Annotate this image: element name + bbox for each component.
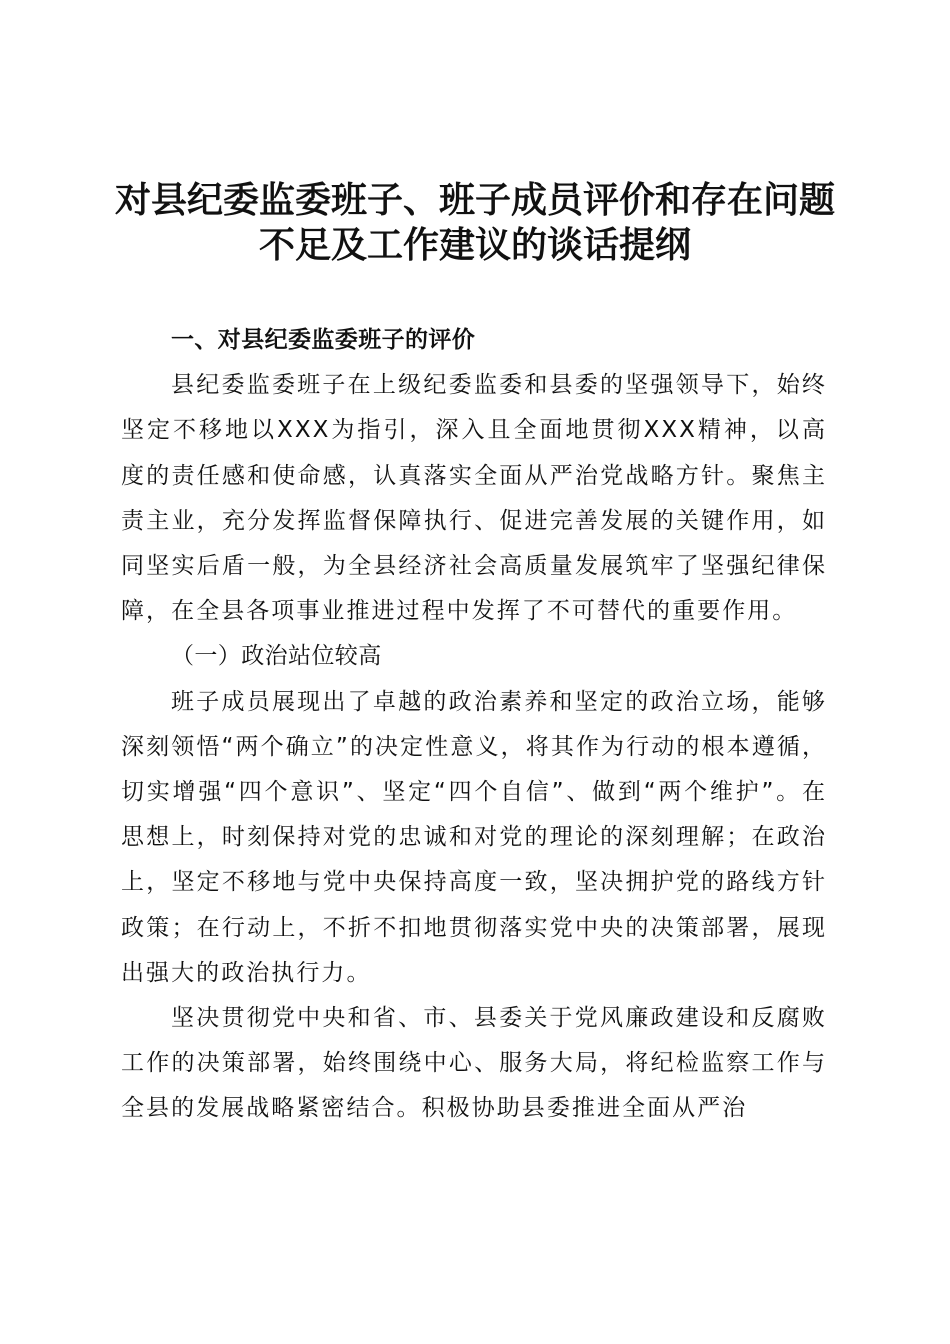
- document-title-line-1: 对县纪委监委班子、班子成员评价和存在问题: [114, 179, 835, 221]
- section-evaluation-paragraph: 县纪委监委班子在上级纪委监委和县委的坚强领导下，始终坚定不移地以XXX为指引，深入且全面地贯彻XXX精神，以高度的责任感和使命感，认真落实全面从严治党战略方针。聚焦主责主业，充分发挥监督保障执行、促进完善发展的关键作用，如同坚实后盾一般，为全县经济社会高质量发展筑牢了坚强纪律保障，在全县各项事业推进过程中发挥了不可替代的重要作用。: [121, 372, 827, 625]
- political-stance-paragraph-1: 班子成员展现出了卓越的政治素养和坚定的政治立场，能够深刻领悟“两个确立”的决定性意义，将其作为行动的根本遵循，切实增强“四个意识”、坚定“四个自信”、做到“两个维护”。在思想上，时刻保持对党的忠诚和对党的理论的深刻理解；在政治上，坚定不移地与党中央保持高度一致，坚决拥护党的路线方针政策；在行动上，不折不扣地贯彻落实党中央的决策部署，展现出强大的政治执行力。: [121, 688, 827, 986]
- document-body: [121, 318, 827, 1132]
- subsection-heading-political-stance: （一）政治站位较高: [171, 643, 382, 670]
- section-heading-evaluation: 一、对县纪委监委班子的评价: [171, 327, 476, 353]
- document-title-line-2: 不足及工作建议的谈话提纲: [258, 224, 691, 266]
- political-stance-paragraph-2: 坚决贯彻党中央和省、市、县委关于党风廉政建设和反腐败工作的决策部署，始终围绕中心、服务大局，将纪检监察工作与全县的发展战略紧密结合。积极协助县委推进全面从严治: [121, 1005, 827, 1122]
